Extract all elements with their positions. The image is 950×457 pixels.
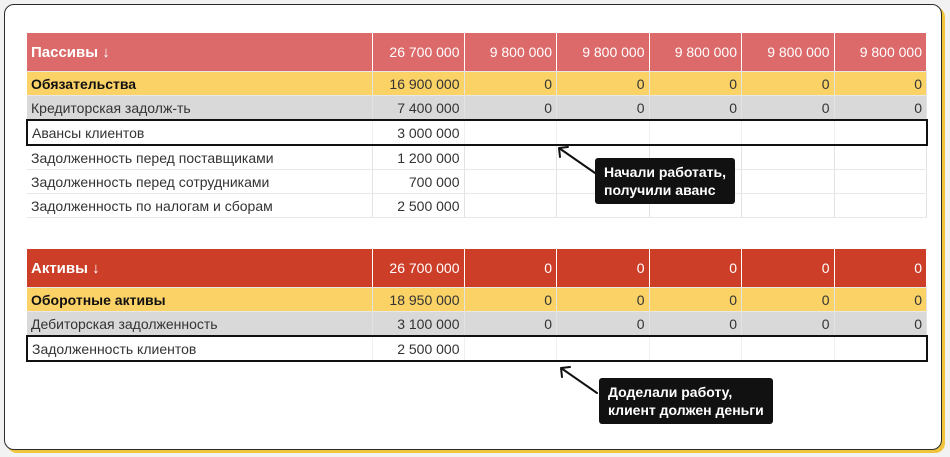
- content-card: [4, 4, 942, 450]
- cell: 0: [834, 96, 927, 121]
- cell: 3 000 000: [372, 120, 464, 145]
- header-cell: 0: [649, 249, 742, 288]
- header-cell: 9 800 000: [557, 33, 650, 72]
- cell: 7 400 000: [372, 96, 464, 121]
- row-label: Задолженность клиентов: [27, 336, 372, 361]
- highlighted-row: [27, 120, 927, 145]
- arrow-icon: [553, 143, 599, 179]
- cell: [834, 336, 927, 361]
- cell: [557, 336, 650, 361]
- cell: 0: [557, 72, 650, 96]
- cell: [742, 336, 835, 361]
- row-label: Кредиторская задолж-ть: [27, 96, 372, 121]
- cell: 0: [649, 288, 742, 312]
- cell: 0: [557, 96, 650, 121]
- cell: [649, 336, 742, 361]
- assets-table: [26, 249, 928, 362]
- row-label: Задолженность перед сотрудниками: [27, 170, 372, 194]
- cell: 0: [464, 96, 557, 121]
- cell: [834, 194, 927, 218]
- cell: [464, 145, 557, 170]
- header-cell: 0: [742, 249, 835, 288]
- cell: [742, 145, 835, 170]
- header-cell: 0: [557, 249, 650, 288]
- cell: 0: [742, 312, 835, 337]
- cell: 16 900 000: [372, 72, 464, 96]
- header-cell: 0: [464, 249, 557, 288]
- highlighted-row: [27, 336, 927, 361]
- header-cell: 9 800 000: [649, 33, 742, 72]
- cell: 0: [742, 72, 835, 96]
- header-cell: 9 800 000: [742, 33, 835, 72]
- cell: 700 000: [372, 170, 464, 194]
- callout-line: клиент должен деньги: [608, 402, 764, 418]
- table-row: [27, 96, 927, 121]
- row-label: Обязательства: [27, 72, 372, 96]
- assets-header-row: [27, 249, 927, 288]
- cell: 0: [649, 72, 742, 96]
- cell: 0: [557, 312, 650, 337]
- callout-note: [599, 378, 773, 424]
- cell: 0: [464, 72, 557, 96]
- table-row: [27, 72, 927, 96]
- cell: [742, 120, 835, 145]
- cell: [742, 170, 835, 194]
- arrow-icon: [555, 363, 601, 399]
- cell: [649, 120, 742, 145]
- header-cell: 26 700 000: [372, 249, 464, 288]
- cell: [742, 194, 835, 218]
- row-label: Авансы клиентов: [27, 120, 372, 145]
- cell: 0: [464, 312, 557, 337]
- cell: 0: [834, 312, 927, 337]
- table-row: [27, 312, 927, 337]
- cell: 2 500 000: [372, 336, 464, 361]
- row-label: Задолженность перед поставщиками: [27, 145, 372, 170]
- cell: 1 200 000: [372, 145, 464, 170]
- cell: 0: [834, 72, 927, 96]
- cell: [464, 170, 557, 194]
- assets-header-label: Активы ↓: [27, 249, 372, 288]
- row-label: Оборотные активы: [27, 288, 372, 312]
- liabilities-header-label: Пассивы ↓: [27, 33, 372, 72]
- callout-line: Начали работать,: [604, 164, 727, 180]
- row-label: Дебиторская задолженность: [27, 312, 372, 337]
- callout-note: [595, 158, 735, 204]
- liabilities-table: [26, 33, 928, 218]
- cell: [464, 336, 557, 361]
- cell: 18 950 000: [372, 288, 464, 312]
- callout-line: Доделали работу,: [608, 384, 733, 400]
- table-row: [27, 288, 927, 312]
- row-label: Задолженность по налогам и сборам: [27, 194, 372, 218]
- cell: 0: [742, 288, 835, 312]
- cell: 0: [649, 96, 742, 121]
- cell: 3 100 000: [372, 312, 464, 337]
- cell: [834, 170, 927, 194]
- table-row: [27, 170, 927, 194]
- liabilities-header-row: [27, 33, 927, 72]
- cell: 2 500 000: [372, 194, 464, 218]
- cell: [464, 194, 557, 218]
- cell: 0: [464, 288, 557, 312]
- header-cell: 26 700 000: [372, 33, 464, 72]
- table-row: [27, 194, 927, 218]
- cell: [834, 145, 927, 170]
- cell: [464, 120, 557, 145]
- cell: 0: [834, 288, 927, 312]
- callout-line: получили аванс: [604, 182, 716, 198]
- cell: 0: [649, 312, 742, 337]
- cell: 0: [557, 288, 650, 312]
- table-row: [27, 145, 927, 170]
- header-cell: 9 800 000: [464, 33, 557, 72]
- cell: [557, 120, 650, 145]
- header-cell: 9 800 000: [834, 33, 927, 72]
- cell: 0: [742, 96, 835, 121]
- cell: [834, 120, 927, 145]
- header-cell: 0: [834, 249, 927, 288]
